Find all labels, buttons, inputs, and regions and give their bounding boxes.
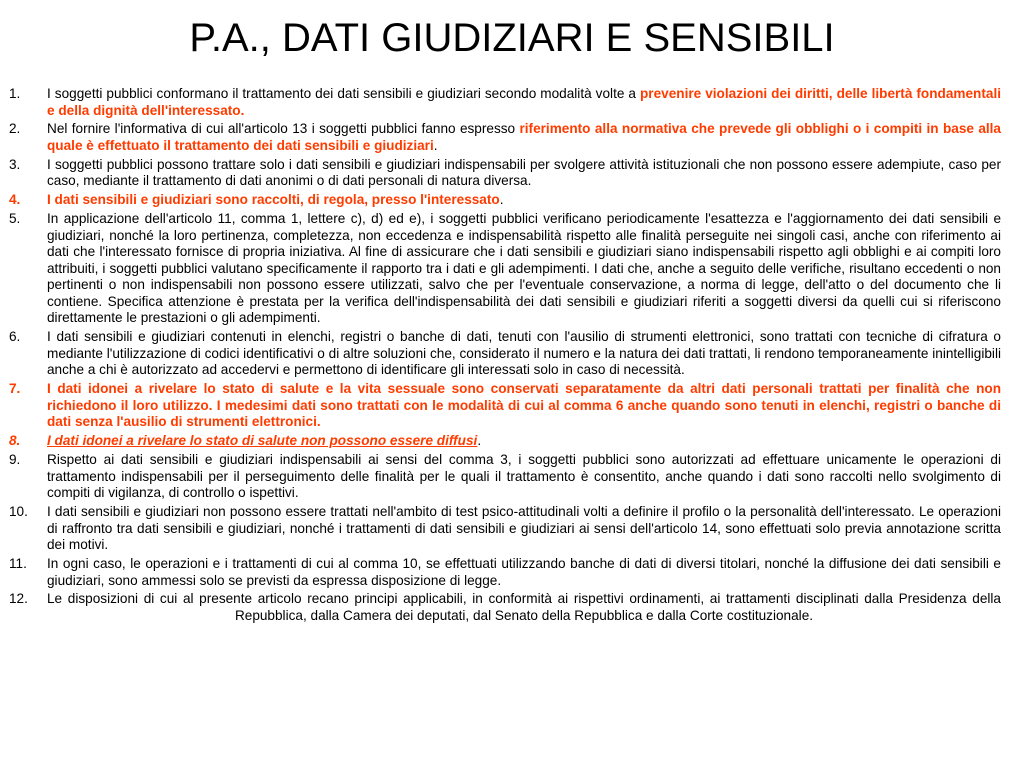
item-number: 1. bbox=[9, 86, 21, 101]
item-body: Nel fornire l'informativa di cui all'articolo 13 i soggetti pubblici fanno espresso bbox=[47, 121, 520, 137]
item-text: I dati sensibili e giudiziari contenuti in elenchi, registri o banche di dati, tenuti con l'ausilio di strumenti elettronici, sono trattati con tecniche di cifratura o mediante l'utilizzazione di codici identificativi o di altre soluzioni che, considerato il numero e la natura dei dati trattati, li rendono temporaneamente inintelligibili anche a chi è autorizzato ad accedervi e permettono di identificare gli interessati solo in caso di necessità. bbox=[47, 329, 1001, 378]
item-number: 2. bbox=[9, 121, 21, 137]
item-text: Le disposizioni di cui al presente articolo recano principi applicabili, in conformità ai rispettivi ordinamenti, ai trattamenti disciplinati dalla Presidenza della Repubblica, dalla Camera dei deputati, dal Senato della Repubblica e dalla Corte costituzionale. bbox=[47, 591, 1001, 623]
list-item-1 bbox=[9, 86, 1001, 119]
item-number: 11. bbox=[9, 555, 27, 571]
list-item-6 bbox=[9, 329, 1001, 379]
list-item-4 bbox=[9, 192, 1001, 209]
item-number: 6. bbox=[9, 329, 21, 345]
item-highlight: riferimento alla normativa che prevede gli obblighi o i compiti in base alla quale è effettuato il trattamento dei dati sensibili e giudiziari bbox=[47, 121, 1001, 153]
item-tail: . bbox=[433, 137, 438, 153]
item-number: 3. bbox=[9, 156, 21, 172]
item-text: In ogni caso, le operazioni e i trattamenti di cui al comma 10, se effettuati utilizzando banche di dati di diversi titolari, nonché la diffusione dei dati sensibili e giudiziari, sono ammessi solo se previsti da espressa disposizione di legge. bbox=[47, 555, 1001, 588]
item-text: In applicazione dell'articolo 11, comma 1, lettere c), d) ed e), i soggetti pubblici verificano periodicamente l'esattezza e l'aggiornamento dei dati sensibili e giudiziari, nonché la loro pertinenza, completezza, non eccedenza e indispensabilità rispetto alle finalità perseguite nei singoli casi, anche con riferimento ai dati che l'interessato fornisce di propria iniziativa. Al fine di assicurare che i dati sensibili e giudiziari siano indispensabili rispetto agli obblighi e ai compiti loro attribuiti, i soggetti pubblici valutano specificamente il rapporto tra i dati e gli adempimenti. I dati che, anche a seguito delle verifiche, risultano eccedenti o non pertinenti o non indispensabili non possono essere utilizzati, salvo che per l'eventuale conservazione, a norma di legge, dell'atto o del documento che li contiene. Specifica attenzione è prestata per la verifica dell'indispensabilità dei dati sensibili e giudiziari riferiti a soggetti diversi da quelli cui si riferiscono direttamente le prestazioni o gli adempimenti. bbox=[47, 210, 1001, 326]
item-tail: . bbox=[499, 192, 504, 208]
list-item-12 bbox=[9, 591, 1001, 624]
item-number: 9. bbox=[9, 451, 21, 467]
list-item-10 bbox=[9, 504, 1001, 554]
item-tail: . bbox=[477, 433, 482, 449]
list-item-5 bbox=[9, 211, 1001, 327]
item-number: 8. bbox=[9, 433, 21, 449]
list-item-9 bbox=[9, 452, 1001, 502]
item-text: I dati sensibili e giudiziari non possono essere trattati nell'ambito di test psico-attitudinali volti a definire il profilo o la personalità dell'interessato. Le operazioni di raffronto tra dati sensibili e giudiziari, nonché i trattamenti di dati sensibili e giudiziari ai sensi dell'articolo 14, sono effettuati solo previa annotazione scritta dei motivi. bbox=[47, 503, 1001, 553]
list-item-3 bbox=[9, 157, 1001, 190]
item-number: 10. bbox=[9, 503, 28, 519]
item-body: I dati sensibili e giudiziari sono raccolti, di regola, presso l'interessato bbox=[47, 192, 500, 208]
item-text bbox=[47, 192, 1001, 209]
slide-title: P.A., DATI GIUDIZIARI E SENSIBILI bbox=[189, 16, 835, 60]
item-body: I soggetti pubblici conformano il trattamento dei dati sensibili e giudiziari secondo modalità volte a bbox=[47, 86, 640, 101]
list-item-8 bbox=[9, 433, 1001, 450]
item-text: I soggetti pubblici possono trattare solo i dati sensibili e giudiziari indispensabili per svolgere attività istituzionali che non possono essere adempiute, caso per caso, mediante il trattamento di dati anonimi o di dati personali di natura diversa. bbox=[47, 156, 1001, 189]
item-text: Rispetto ai dati sensibili e giudiziari indispensabili ai sensi del comma 3, i soggetti pubblici sono autorizzati ad effettuare unicamente le operazioni di trattamento indispensabili per il perseguimento delle finalità per le quali il trattamento è consentito, anche quando i dati sono raccolti nello svolgimento di compiti di vigilanza, di controllo o ispettivi. bbox=[47, 451, 1001, 501]
item-number: 5. bbox=[9, 210, 21, 226]
article-paragraph-list bbox=[9, 86, 1001, 627]
item-highlight: prevenire violazioni dei diritti, delle libertà fondamentali e della dignità dell'interessato. bbox=[47, 86, 1001, 118]
item-text bbox=[47, 121, 1001, 154]
item-body: I dati idonei a rivelare lo stato di salute non possono essere diffusi bbox=[47, 433, 478, 449]
item-number: 12. bbox=[9, 591, 28, 607]
item-text: I dati idonei a rivelare lo stato di salute e la vita sessuale sono conservati separatamente da altri dati personali trattati per finalità che non richiedono il loro utilizzo. I medesimi dati sono trattati con le modalità di cui al comma 6 anche quando sono tenuti in elenchi, registri o banche di dati senza l'ausilio di strumenti elettronici. bbox=[47, 381, 1001, 430]
item-text bbox=[47, 433, 1001, 450]
item-number: 4. bbox=[9, 192, 21, 208]
list-item-7 bbox=[9, 381, 1001, 431]
list-item-2 bbox=[9, 121, 1001, 154]
list-item-11 bbox=[9, 556, 1001, 589]
item-number: 7. bbox=[9, 381, 21, 397]
item-text bbox=[47, 86, 1001, 119]
